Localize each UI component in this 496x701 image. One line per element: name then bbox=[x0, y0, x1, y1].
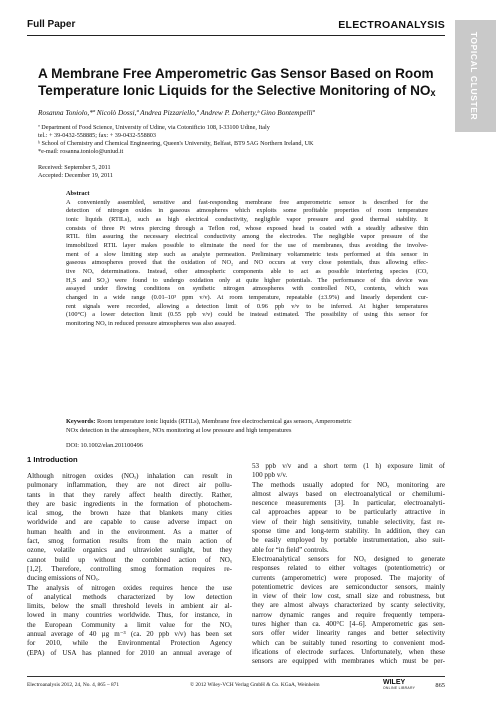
abstract-line: tive NOₓ determinations. Instead, other atmospheric components able to act as possible interfering species (CO, bbox=[66, 267, 428, 275]
body-line: which can be suitably tuned resorting to convenient mod- bbox=[252, 638, 445, 647]
abstract-line: ment of a slow limiting step such as analyte permeation. Preliminary voltammetric tests performed at this sensor in bbox=[66, 250, 428, 258]
section-heading: 1 Introduction bbox=[27, 455, 78, 464]
abstract-line: assayed under flowing conditions on synthetic nitrogen atmospheres with controlled NOₓ contents, which was bbox=[66, 285, 428, 293]
body-line: ducing emissions of NOₓ. bbox=[27, 574, 100, 583]
journal-citation: Electroanalysis 2012, 24, No. 4, 865 – 871 bbox=[27, 682, 120, 688]
corresponding-email: *e-mail: rosanna.toniolo@uniud.it bbox=[38, 148, 124, 155]
affiliation-a-contact: tel.: + 39-0432-558885; fax: + 39-0432-558803 bbox=[38, 132, 156, 139]
body-line: worldwide and are capable to cause adverse impact on bbox=[27, 518, 232, 527]
keywords-line: Room temperature ionic liquids (RTILs), Membrane free electrochemical gas sensors, Amperometric bbox=[95, 418, 352, 425]
abstract-line: A conveniently assembled, sensitive and fast-responding membrane free amperometric sensor is described for the bbox=[66, 198, 428, 206]
abstract-line: consists of three Pt wires piercing through a Teflon rod, whose exposed head is coated with a steadily adhesive thin bbox=[66, 224, 428, 232]
body-line: narrow dynamic ranges and require frequently tempera- bbox=[252, 610, 445, 619]
body-line: tants in that they rarely affect health directly. Rather, bbox=[27, 490, 232, 499]
body-line: ical smog, the brown haze that blankets many cities bbox=[27, 509, 232, 518]
author-list: Rosanna Toniolo,*ª Nicolò Dossi,ª Andrea Pizzariello,ª Andrew P. Doherty,ᵇ Gino Bontempelliª bbox=[38, 108, 315, 117]
received-date: Received: September 5, 2011 bbox=[38, 164, 111, 171]
body-line: Electroanalytical sensors for NOₓ designed to generate bbox=[252, 554, 445, 563]
body-line: fact, smog formation results from the main action of bbox=[27, 537, 232, 546]
abstract-line: monitoring NOₓ in reduced pressure atmospheres was also assayed. bbox=[66, 319, 236, 327]
body-line: limits, below the small threshold levels in ambient air al- bbox=[27, 602, 232, 611]
page-number: 865 bbox=[435, 682, 445, 689]
body-line: ozone, volatile organics and ultraviolet sunlight, but they bbox=[27, 546, 232, 555]
copyright-notice: © 2012 Wiley-VCH Verlag GmbH & Co. KGaA, Weinheim bbox=[190, 682, 320, 688]
body-line: cal approaches appear to be particularly attractive in bbox=[252, 508, 445, 517]
abstract-heading: Abstract bbox=[66, 190, 90, 197]
body-line: 100 ppb v/v. bbox=[252, 471, 288, 480]
abstract bbox=[66, 190, 428, 329]
affiliation-a: ª Department of Food Science, University of Udine, via Cotonificio 108, I-33100 Udine, Italy bbox=[38, 124, 270, 131]
body-line: in view of their low cost, small size and robustness, but bbox=[252, 592, 445, 601]
abstract-line: H₂S and SO₂) were found to undergo oxidation only at quite higher potentials. The performance of this device was bbox=[66, 276, 428, 284]
body-line: cannot build up without the combined action of NOₓ bbox=[27, 555, 232, 564]
body-line: human health and in the environment. As a matter of bbox=[27, 527, 232, 536]
body-line: view of their high sensitivity, tunable selectivity, fast re- bbox=[252, 517, 445, 526]
keywords-line: NOx detection in the atmosphere, NOx monitoring at low pressure and high temperatures bbox=[66, 426, 292, 434]
body-line: responses related to either voltages (potentiometric) or bbox=[252, 564, 445, 573]
body-line: [1,2]. Therefore, controlling smog formation requires re- bbox=[27, 564, 232, 573]
abstract-line: ionic liquids (RTILs), such as high electrical conductivity, negligible vapor pressure and good thermal stability. It bbox=[66, 215, 428, 223]
article-type: Full Paper bbox=[27, 19, 76, 30]
body-line: The analysis of nitrogen oxides requires hence the use bbox=[27, 583, 232, 592]
body-line: 53 ppb v/v and a short term (1 h) exposure limit of bbox=[252, 462, 445, 470]
page-footer bbox=[27, 676, 445, 692]
body-line: pulmonary inflammation, they are not direct air pollu- bbox=[27, 481, 232, 490]
abstract-line: gaseous atmospheres proved that the oxidation of NO₂ and NO occurs at very close potentials, thus allowing effec- bbox=[66, 259, 428, 267]
topical-cluster-tab bbox=[455, 20, 496, 132]
side-tab-label: TOPICAL CLUSTER bbox=[469, 31, 479, 121]
journal-name: ELECTROANALYSIS bbox=[338, 19, 445, 31]
body-line: the European Community a limit value for the NOₓ bbox=[27, 620, 232, 629]
wiley-logo-text: WILEY bbox=[383, 679, 406, 686]
body-column-right bbox=[252, 462, 445, 667]
abstract-line: RTIL film assuring the necessary electrical conductivity among the electrodes. The negligible vapor pressure of the bbox=[66, 233, 428, 241]
body-line: they are basic ingredients in the formation of photochem- bbox=[27, 499, 232, 508]
body-line: annual average of 40 µg m⁻³ (ca. 20 ppb v/v) has been set bbox=[27, 630, 232, 639]
body-line: nescence measurements [3]. In particular, electroanalyti- bbox=[252, 499, 445, 508]
keywords-heading: Keywords: bbox=[66, 418, 96, 425]
body-line: of analytical methods characterized by low detection bbox=[27, 592, 232, 601]
title-line-1: A Membrane Free Amperometric Gas Sensor Based on Room bbox=[38, 66, 434, 81]
abstract-line: (100°C) a lower detection limit (0.55 ppb v/v) could be instead estimated. The possibility of using this sensor for bbox=[66, 311, 428, 319]
body-line: almost always based on electroanalytical or chemilumi- bbox=[252, 489, 445, 498]
body-line: The methods usually adopted for NOₓ monitoring are bbox=[252, 480, 445, 489]
body-line: they are almost always characterized by scanty selectivity, bbox=[252, 601, 445, 610]
body-line: be easily employed by portable instrumentation, also suit- bbox=[252, 536, 445, 545]
wiley-logo bbox=[383, 679, 417, 691]
abstract-line: changed in a wide range (0.01–10³ ppm v/v). At room temperature, repeatable (±3.9%) and linearly dependent cur- bbox=[66, 293, 428, 301]
body-line: lowed in many countries worldwide. Thus, for instance, in bbox=[27, 611, 232, 620]
title-line-2: Temperature Ionic Liquids for the Selective Monitoring of NOₓ bbox=[38, 83, 436, 98]
running-header bbox=[27, 18, 445, 36]
body-line: (EPA) of USA has planned for 2010 an annual average of bbox=[27, 648, 232, 657]
article-title bbox=[38, 65, 438, 99]
body-line: currents (amperometric) were proposed. The majority of bbox=[252, 573, 445, 582]
affiliation-b: ᵇ School of Chemistry and Chemical Engineering, Queen's University, Belfast, BT9 5AG Northern Ireland, UK bbox=[38, 140, 314, 147]
body-line: for 2010, while the Environmental Protection Agency bbox=[27, 639, 232, 648]
keywords bbox=[66, 418, 428, 435]
body-line: sponse time and long-term stability. In addition, they can bbox=[252, 527, 445, 536]
body-line: sors offer wider linearity ranges and better selectivity bbox=[252, 629, 445, 638]
doi: DOI: 10.1002/elan.201100496 bbox=[66, 442, 143, 449]
body-line: sensors are equipped with membranes which must be per- bbox=[252, 657, 445, 666]
abstract-line: rent signals were recorded, allowing a detection limit of 0.96 ppb v/v to be inferred. At higher temperatures bbox=[66, 302, 428, 310]
wiley-logo-subtext: ONLINE LIBRARY bbox=[383, 686, 416, 690]
body-line: able for “in field” controls. bbox=[252, 545, 329, 554]
accepted-date: Accepted: December 19, 2011 bbox=[38, 172, 114, 179]
abstract-line: detection of nitrogen oxides in gaseous atmospheres which exploits some profitable properties of room temperature bbox=[66, 207, 428, 215]
body-line: ifications of electrode surfaces. Unfortunately, when these bbox=[252, 647, 445, 656]
abstract-line: immobilized RTIL layer makes possible to eliminate the need for the use of membranes, thus avoiding the involve- bbox=[66, 241, 428, 249]
body-line: potentiometric devices are semiconductor sensors, mainly bbox=[252, 582, 445, 591]
body-line: tures higher than ca. 400°C [4–6]. Amperometric gas sen- bbox=[252, 620, 445, 629]
body-line: Although nitrogen oxides (NOₓ) inhalation can result in bbox=[27, 472, 232, 480]
body-column-left bbox=[27, 472, 232, 658]
